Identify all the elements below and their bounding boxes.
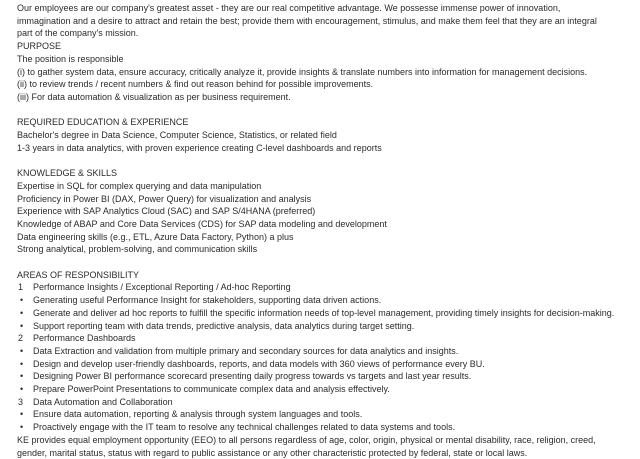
item-number: 2 (18, 333, 24, 344)
bullet-item-text: Proactively engage with the IT team to resolve any technical challenges related to data systems and tools. (33, 422, 456, 433)
bullet-icon: • (20, 371, 24, 382)
bullet-icon: • (20, 320, 24, 331)
text-line: 1-3 years in data analytics, with proven experience creating C-level dashboards and reports (17, 142, 382, 153)
text-line: (ii) to review trends / recent numbers & find out reason behind for possible improvements. (17, 79, 374, 90)
numbered-item-label: Performance Dashboards (33, 333, 136, 344)
bullet-item (17, 421, 630, 434)
bullet-item-text: Design and develop user-friendly dashboards, reports, and data models with 360 views of performance every BU. (33, 358, 485, 369)
numbered-item-label: Data Automation and Collaboration (33, 396, 173, 407)
bullet-icon: • (20, 295, 24, 306)
text-line: Experience with SAP Analytics Cloud (SAC) and SAP S/4HANA (preferred) (17, 206, 316, 217)
bullet-item-text: Ensure data automation, reporting & analysis through system languages and tools. (33, 409, 363, 420)
bullet-item (17, 345, 630, 358)
bullet-icon: • (20, 422, 24, 433)
bullet-item (17, 320, 630, 333)
bullet-item-text: Designing Power BI performance scorecard presenting daily progress towards vs targets and last year results. (33, 371, 472, 382)
item-number: 3 (18, 396, 24, 407)
bullet-item (17, 383, 630, 396)
numbered-item-label: Performance Insights / Exceptional Reporting / Ad-hoc Reporting (33, 282, 291, 293)
text-line: Data engineering skills (e.g., ETL, Azure Data Factory, Python) a plus (17, 231, 294, 242)
bullet-icon: • (20, 307, 24, 318)
bullet-item-text: Generate and deliver ad hoc reports to fulfill the specific information needs of top-level management, providing timely insights for decision-making. (33, 307, 615, 318)
text-line: Strong analytical, problem-solving, and communication skills (17, 244, 258, 255)
text-line: Bachelor's degree in Data Science, Computer Science, Statistics, or related field (17, 130, 337, 141)
bullet-item (17, 358, 630, 371)
bullet-item (17, 370, 630, 383)
bullet-item-text: Prepare PowerPoint Presentations to communicate complex data and analysis effectively. (33, 384, 390, 395)
bullet-item (17, 408, 630, 421)
bullet-icon: • (20, 345, 24, 356)
paragraph: KE provides equal employment opportunity (EEO) to all persons regardless of age, color, origin, physical or mental disability, race, religion, creed, gender, marital status, status with regard to public assistance or any other characteristic protected by federal, state or local laws. (17, 434, 596, 458)
text-line: (i) to gather system data, ensure accuracy, critically analyze it, provide insights & translate numbers into information for management decisions. (17, 66, 588, 77)
section-spacer (17, 256, 630, 269)
section-heading: AREAS OF RESPONSIBILITY (17, 269, 140, 280)
paragraph: Our employees are our company's greatest asset - they are our real competitive advantage. We possesse immense power of innovation, immagination and a desire to attract and retain the best; provide them with encouragement, stimulus, and make them feel that they are an integral part of the company's mission. (17, 3, 597, 39)
bullet-icon: • (20, 384, 24, 395)
text-line: Expertise in SQL for complex querying and data manipulation (17, 180, 262, 191)
text-line: (iii) For data automation & visualization as per business requirement. (17, 91, 291, 102)
bullet-item-text: Generating useful Performance Insight for stakeholders, supporting data driven actions. (33, 295, 382, 306)
section-heading: REQUIRED EDUCATION & EXPERIENCE (17, 117, 189, 128)
text-line: The position is responsible (17, 53, 124, 64)
section-spacer (17, 154, 630, 167)
numbered-item (17, 332, 630, 345)
numbered-item (17, 396, 630, 409)
numbered-item (17, 281, 630, 294)
text-line: Proficiency in Power BI (DAX, Power Query) for visualization and analysis (17, 193, 312, 204)
bullet-item (17, 294, 630, 307)
item-number: 1 (18, 282, 24, 293)
section-heading: PURPOSE (17, 41, 62, 52)
bullet-item (17, 307, 630, 320)
bullet-item-text: Data Extraction and validation from multiple primary and secondary sources for data analytics and insights. (33, 345, 459, 356)
section-heading: KNOWLEDGE & SKILLS (17, 168, 118, 179)
bullet-icon: • (20, 409, 24, 420)
bullet-item-text: Support reporting team with data trends, predictive analysis, data analytics during target setting. (33, 320, 415, 331)
section-spacer (17, 104, 630, 117)
text-line: Knowledge of ABAP and Core Data Services (CDS) for SAP data modeling and development (17, 218, 387, 229)
bullet-icon: • (20, 358, 24, 369)
